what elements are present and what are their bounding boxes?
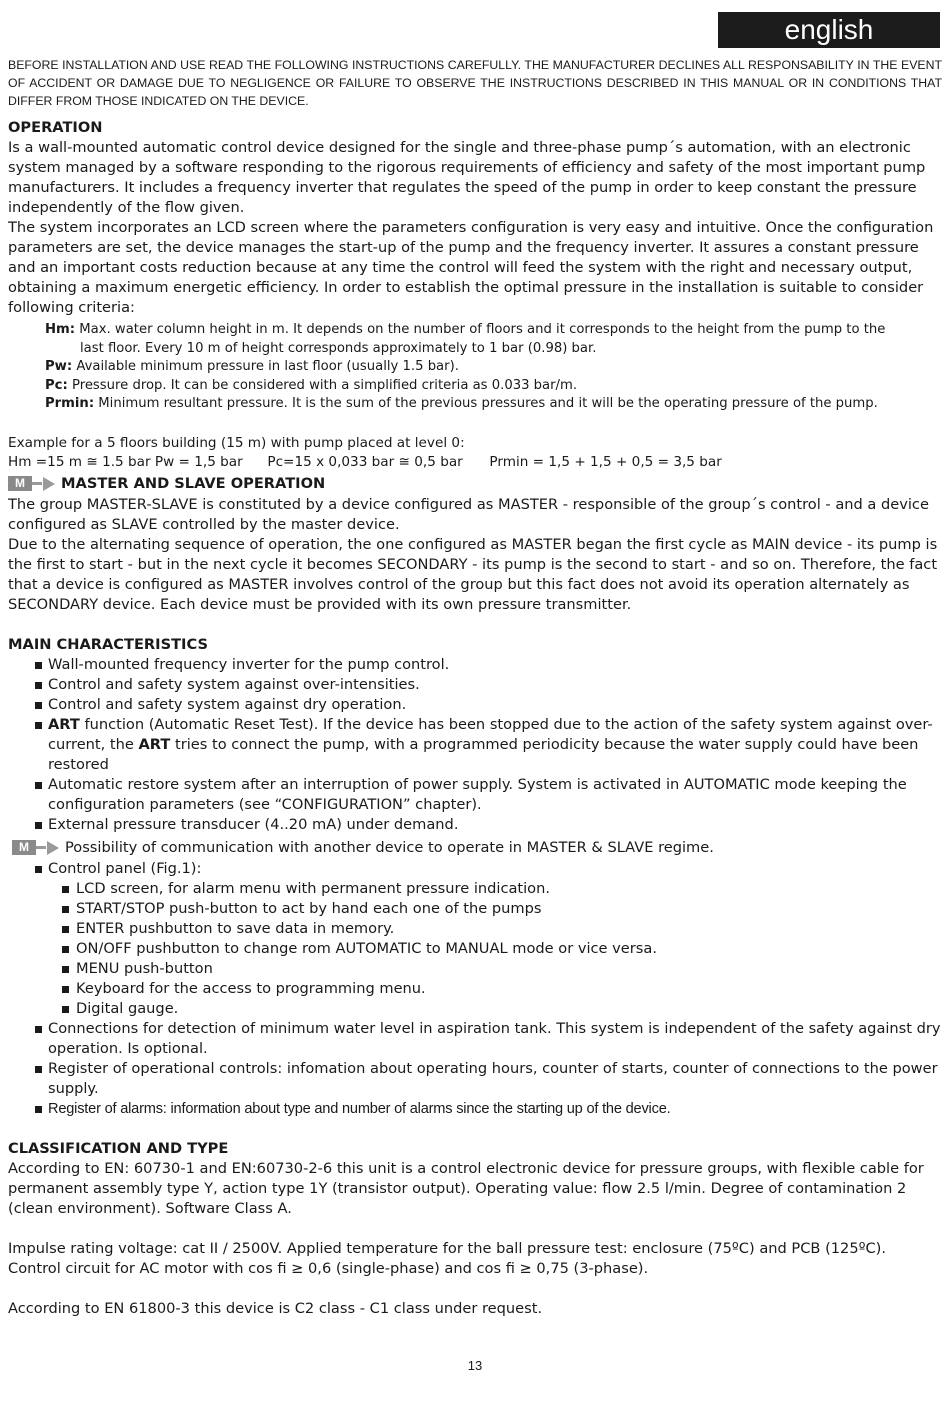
section-title-classification: CLASSIFICATION AND TYPE [8, 1139, 229, 1157]
master-badge-icon [12, 840, 59, 855]
characteristics-list [8, 655, 942, 835]
definition-term: Pc: [45, 377, 68, 393]
example-intro: Example for a 5 floors building (15 m) with pump placed at level 0: [8, 434, 465, 451]
sub-list-item [8, 899, 942, 919]
master-slave-paragraph-2: Due to the alternating sequence of operation, the one configured as MASTER began the first cycle as MAIN device - its pump is the first to start - but in the next cycle it becomes SECONDARY - its pump is the second to start - and so on. Therefore, the fact that a device is configured as MASTER involves control of the group but this fact does not avoid its operation alternately as SECONDARY device. Each device must be provided with its own pressure transmitter. [8, 535, 938, 613]
control-panel-list [8, 859, 942, 879]
bullet [62, 906, 69, 913]
list-item-text: Connections for detection of minimum water level in aspiration tank. This system is independent of the safety against dry operation. Is optional. [48, 1019, 941, 1057]
list-item [8, 1059, 942, 1099]
bullet [62, 986, 69, 993]
bullet [35, 702, 42, 709]
list-item [8, 675, 942, 695]
art-label: ART [48, 715, 80, 733]
bullet [35, 682, 42, 689]
art-text: tries to connect the pump, with a programmed periodicity because the water supply could have been restored [48, 735, 919, 773]
sub-list-item-text: START/STOP push-button to act by hand each one of the pumps [76, 899, 542, 917]
bullet [35, 722, 42, 729]
definition-text: Available minimum pressure in last floor (usually 1.5 bar). [76, 359, 459, 374]
example-pw: Pw = 1,5 bar [154, 453, 243, 470]
master-badge-letter: M [8, 476, 32, 491]
bullet [35, 662, 42, 669]
sub-list-item [8, 959, 942, 979]
list-item-text: Register of alarms: information about type and number of alarms since the starting up of the device. [48, 1100, 671, 1117]
sub-list-item-text: MENU push-button [76, 959, 213, 977]
sub-list-item [8, 879, 942, 899]
classification-paragraph-2: Impulse rating voltage: cat II / 2500V. Applied temperature for the ball pressure test: enclosure (75ºC) and PCB (125ºC). [8, 1239, 887, 1257]
bullet [35, 1106, 42, 1113]
arrow-head [43, 477, 55, 491]
master-slave-capability [8, 838, 942, 858]
operation-paragraph-2: The system incorporates an LCD screen where the parameters configuration is very easy and intuitive. Once the configuration parameters are set, the device manages the start-up of the pump and the frequency inverter. It assures a constant pressure and an important costs reduction because at any time the control will feed the system with the right and necessary output, obtaining a maximum energetic efficiency. In order to establish the optimal pressure in the installation is suitable to consider following criteria: [8, 219, 934, 316]
example-values [8, 453, 942, 472]
definition-term: Hm: [45, 322, 76, 337]
list-item [8, 815, 942, 835]
list-item-text: Wall-mounted frequency inverter for the pump control. [48, 655, 450, 673]
operation-paragraph-1: Is a wall-mounted automatic control device designed for the single and three-phase pump´s automation, with an electronic system managed by a software responding to the rigorous requirements of efficiency and safety of the most important pump manufacturers. It includes a frequency inverter that regulates the speed of the pump in order to keep constant the pressure independently of the flow given. [8, 139, 926, 216]
definition-pw [8, 358, 942, 377]
spacer [8, 615, 942, 635]
example-pc: Pc=15 x 0,033 bar ≅ 0,5 bar [267, 453, 463, 470]
bullet [35, 782, 42, 789]
bullet [35, 866, 42, 873]
list-item [8, 655, 942, 675]
bullet [62, 1006, 69, 1013]
safety-warning: BEFORE INSTALLATION AND USE READ THE FOLLOWING INSTRUCTIONS CAREFULLY. THE MANUFACTURER DECLINES ALL RESPONSABILITY IN THE EVENT OF ACCIDENT OR DAMAGE DUE TO NEGLIGENCE OR FAILURE TO OBSERVE THE INSTRUCTIONS DESCRIBED IN THIS MANUAL OR IN CONDITIONS THAT DIFFER FROM THOSE INDICATED ON THE DEVICE. [8, 58, 942, 108]
bullet [62, 886, 69, 893]
sub-list-item-text: Keyboard for the access to programming menu. [76, 979, 426, 997]
bullet [35, 1066, 42, 1073]
definition-term: Pw: [45, 359, 73, 374]
classification-paragraph-1: According to EN: 60730-1 and EN:60730-2-6 this unit is a control electronic device for pressure groups, with flexible cable for permanent assembly type Y, action type 1Y (transistor output). Operating value: flow 2.5 l/min. Degree of contamination 2 (clean environment). Software Class A. [8, 1159, 924, 1217]
master-slave-capability-text: Possibility of communication with another device to operate in MASTER & SLAVE regime. [65, 838, 714, 856]
list-item [8, 1099, 942, 1119]
pressure-definitions [8, 321, 942, 414]
language-label: english [718, 12, 940, 48]
definition-prmin [8, 395, 942, 414]
definition-hm [8, 321, 942, 358]
sub-list-item [8, 919, 942, 939]
page-content [8, 56, 942, 1319]
master-badge-icon [8, 476, 55, 491]
bullet [35, 1026, 42, 1033]
definition-text: Max. water column height in m. It depends on the number of floors and it corresponds to the height from the pump to the [79, 322, 886, 337]
bullet [62, 926, 69, 933]
sub-list-item-text: ENTER pushbutton to save data in memory. [76, 919, 395, 937]
definition-pc [8, 377, 942, 396]
list-item [8, 859, 942, 879]
arrow-head [47, 841, 59, 855]
sub-list-item [8, 939, 942, 959]
definition-text-continued: last floor. Every 10 m of height corresponds approximately to 1 bar (0.98) bar. [80, 340, 597, 356]
page-number: 13 [467, 1358, 483, 1373]
bullet [35, 822, 42, 829]
arrow-shaft [32, 482, 42, 485]
art-text: function (Automatic Reset Test). If the device has been stopped due to the action of the safety system against over-current, the [48, 715, 933, 753]
list-item-text: Control panel (Fig.1): [48, 859, 202, 877]
bullet [62, 966, 69, 973]
master-slave-heading [8, 474, 942, 494]
example-hm: Hm =15 m ≅ 1.5 bar [8, 453, 151, 470]
section-title-operation: OPERATION [8, 119, 103, 136]
master-badge-letter: M [12, 840, 36, 855]
list-item-text: Control and safety system against over-intensities. [48, 675, 420, 693]
classification-paragraph-3: Control circuit for AC motor with cos fi ≥ 0,6 (single-phase) and cos fi ≥ 0,75 (3-phase). [8, 1259, 649, 1277]
sub-list-item [8, 999, 942, 1019]
section-title-main-characteristics: MAIN CHARACTERISTICS [8, 635, 208, 653]
list-item-text: Automatic restore system after an interruption of power supply. System is activated in AUTOMATIC mode keeping the configuration parameters (see “CONFIGURATION” chapter). [48, 775, 907, 813]
arrow-shaft [36, 846, 46, 849]
control-panel-items [8, 879, 942, 1019]
section-title-master-slave: MASTER AND SLAVE OPERATION [61, 474, 326, 492]
definition-text: Pressure drop. It can be considered with a simplified criteria as 0.033 bar/m. [71, 377, 578, 393]
example-prmin: Prmin = 1,5 + 1,5 + 0,5 = 3,5 bar [489, 453, 722, 470]
spacer [8, 1279, 942, 1299]
definition-text: Minimum resultant pressure. It is the sum of the previous pressures and it will be the operating pressure of the pump. [98, 396, 878, 411]
spacer [8, 1119, 942, 1139]
spacer [8, 1219, 942, 1239]
list-item-text: Register of operational controls: infomation about operating hours, counter of starts, counter of connections to the power supply. [48, 1059, 938, 1097]
spacer [8, 414, 942, 434]
sub-list-item-text: ON/OFF pushbutton to change rom AUTOMATIC to MANUAL mode or vice versa. [76, 939, 657, 957]
sub-list-item-text: Digital gauge. [76, 999, 179, 1017]
list-item-art [8, 715, 942, 775]
bullet [62, 946, 69, 953]
definition-term: Prmin: [45, 396, 95, 411]
art-label: ART [138, 735, 171, 753]
characteristics-list-continued [8, 1019, 942, 1119]
list-item-text: Control and safety system against dry operation. [48, 695, 407, 713]
sub-list-item-text: LCD screen, for alarm menu with permanent pressure indication. [76, 879, 551, 897]
list-item-text: External pressure transducer (4..20 mA) under demand. [48, 815, 459, 833]
classification-paragraph-4: According to EN 61800-3 this device is C2 class - C1 class under request. [8, 1299, 543, 1317]
sub-list-item [8, 979, 942, 999]
list-item [8, 1019, 942, 1059]
list-item [8, 775, 942, 815]
master-slave-paragraph-1: The group MASTER-SLAVE is constituted by a device configured as MASTER - responsible of the group´s control - and a device configured as SLAVE controlled by the master device. [8, 495, 929, 533]
list-item [8, 695, 942, 715]
